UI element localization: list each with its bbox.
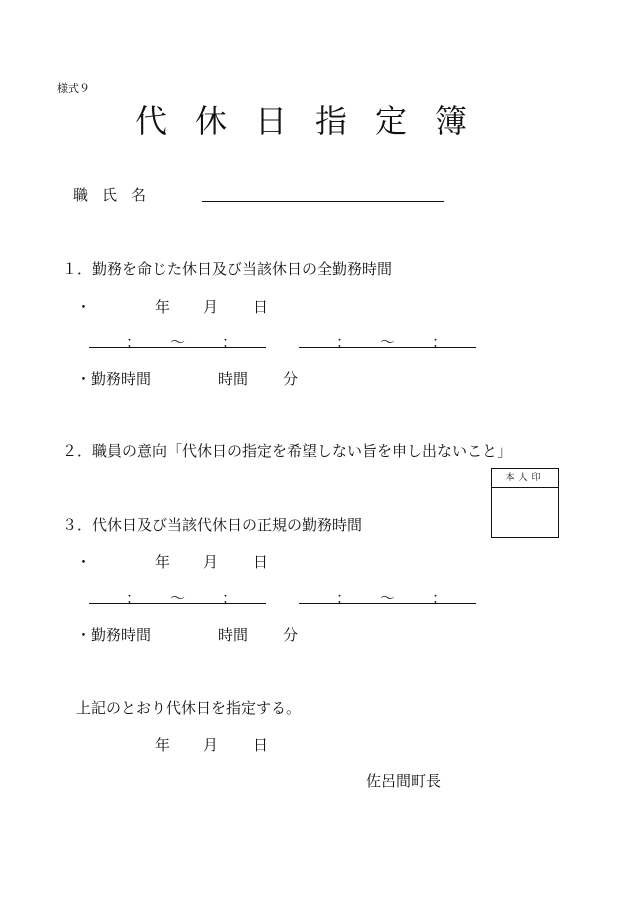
section2-heading: ２．職員の意向「代休日の指定を希望しない旨を申し出ないこと」 xyxy=(62,442,513,460)
closing-year: 年 xyxy=(155,736,171,754)
section3-heading: ３．代休日及び当該代休日の正規の勤務時間 xyxy=(62,516,363,534)
section1-year: 年 xyxy=(155,298,171,316)
section3-time-range-2-tilde: 〜 xyxy=(380,589,396,607)
section1-time-range-1-colon-end: ： xyxy=(222,333,238,351)
section3-time-range-2-colon-end: ： xyxy=(432,589,448,607)
section3-work-hours-label: ・勤務時間 xyxy=(76,626,152,644)
section1-work-hours-label: ・勤務時間 xyxy=(76,370,152,388)
section1-minutes-unit: 分 xyxy=(283,370,299,388)
section1-date-bullet: ・ xyxy=(76,298,92,316)
section3-day: 日 xyxy=(253,553,269,571)
section3-time-range-1-colon-end: ： xyxy=(222,589,238,607)
form-number: 様式９ xyxy=(57,82,90,95)
section3-time-range-1-tilde: 〜 xyxy=(170,589,186,607)
section3-year: 年 xyxy=(155,553,171,571)
section3-month: 月 xyxy=(203,553,219,571)
section3-time-range-1-colon-start: ： xyxy=(126,589,142,607)
section1-heading: １．勤務を命じた休日及び当該休日の全勤務時間 xyxy=(62,260,393,278)
closing-statement: 上記のとおり代休日を指定する。 xyxy=(76,699,302,717)
section3-minutes-unit: 分 xyxy=(283,626,299,644)
personal-seal-label: 本人印 xyxy=(492,469,558,488)
section3-date-bullet: ・ xyxy=(76,553,92,571)
section1-time-range-2-colon-start: ： xyxy=(336,333,352,351)
section3-time-range-2-colon-start: ： xyxy=(336,589,352,607)
name-label: 職氏名 xyxy=(73,186,161,204)
section3-hours-unit: 時間 xyxy=(218,626,249,644)
closing-month: 月 xyxy=(203,736,219,754)
section1-time-range-1-colon-start: ： xyxy=(126,333,142,351)
section1-hours-unit: 時間 xyxy=(218,370,249,388)
closing-day: 日 xyxy=(253,736,269,754)
personal-seal-box[interactable] xyxy=(491,468,559,538)
page-title: 代休日指定簿 xyxy=(134,102,495,140)
name-field-line[interactable] xyxy=(202,201,444,202)
section1-month: 月 xyxy=(203,298,219,316)
section1-time-range-2-tilde: 〜 xyxy=(380,333,396,351)
signer-name: 佐呂間町長 xyxy=(366,772,442,790)
section1-time-range-1-tilde: 〜 xyxy=(170,333,186,351)
section1-day: 日 xyxy=(253,298,269,316)
section1-time-range-2-colon-end: ： xyxy=(432,333,448,351)
